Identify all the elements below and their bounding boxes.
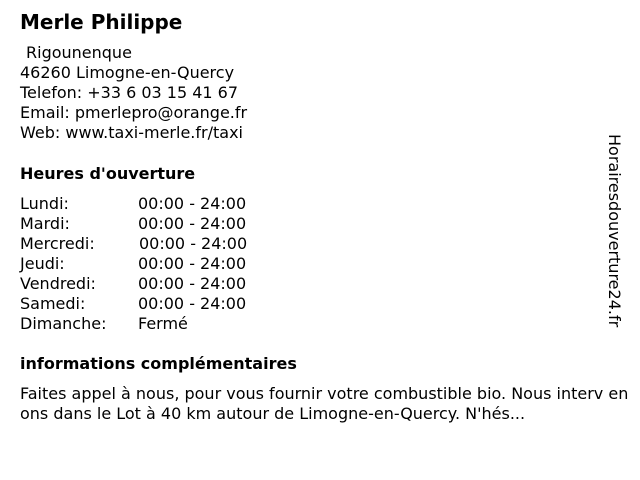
hours-heading: Heures d'ouverture bbox=[20, 164, 196, 183]
hours-row-mardi bbox=[20, 214, 300, 234]
time-value: Fermé bbox=[138, 314, 188, 333]
time-value: 00:00 - 24:00 bbox=[138, 294, 247, 313]
email-line: Email: pmerlepro@orange.fr bbox=[20, 103, 248, 122]
time-value: 00:00 - 24:00 bbox=[138, 254, 247, 273]
time-value: 00:00 - 24:00 bbox=[138, 274, 247, 293]
street-address: Rigounenque bbox=[26, 43, 132, 62]
hours-row-vendredi bbox=[20, 274, 300, 294]
day-label: Lundi: bbox=[20, 194, 69, 213]
city-line: 46260 Limogne-en-Quercy bbox=[20, 63, 235, 82]
opening-hours-table bbox=[20, 194, 300, 334]
web-line: Web: www.taxi-merle.fr/taxi bbox=[20, 123, 243, 142]
day-label: Vendredi: bbox=[20, 274, 96, 293]
hours-row-jeudi bbox=[20, 254, 300, 274]
hours-row-lundi bbox=[20, 194, 300, 214]
day-label: Samedi: bbox=[20, 294, 86, 313]
info-description: Faites appel à nous, pour vous fournir votre combustible bio. Nous interv enons dans le Lot à 40 km autour de Limogne-en-Quercy. N'hés... bbox=[20, 384, 629, 423]
hours-row-samedi bbox=[20, 294, 300, 314]
watermark: Horairesdouverture24.fr bbox=[605, 134, 624, 328]
time-value: 00:00 - 24:00 bbox=[138, 214, 247, 233]
day-label: Mercredi: bbox=[20, 234, 95, 253]
time-value: 00:00 - 24:00 bbox=[139, 234, 248, 253]
day-label: Jeudi: bbox=[20, 254, 65, 273]
day-label: Mardi: bbox=[20, 214, 70, 233]
hours-row-mercredi bbox=[20, 234, 300, 254]
business-name: Merle Philippe bbox=[20, 10, 183, 34]
time-value: 00:00 - 24:00 bbox=[138, 194, 247, 213]
day-label: Dimanche: bbox=[20, 314, 107, 333]
phone-line: Telefon: +33 6 03 15 41 67 bbox=[20, 83, 239, 102]
contact-block bbox=[20, 43, 247, 143]
hours-row-dimanche bbox=[20, 314, 300, 334]
info-heading: informations complémentaires bbox=[20, 354, 297, 373]
